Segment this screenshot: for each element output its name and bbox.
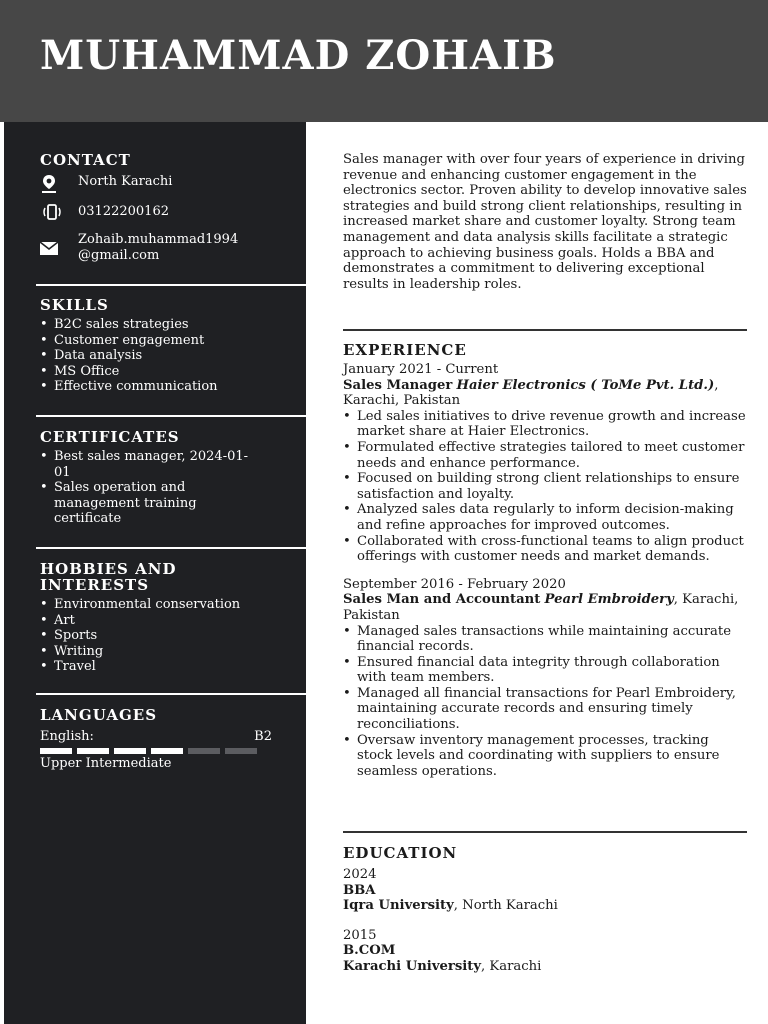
hobby-item: • Sports [40,628,272,644]
contact-heading: CONTACT [40,151,131,169]
job-location: Pakistan [343,607,400,623]
job-dates: January 2021 - Current [343,362,499,377]
job-bullet: • Managed sales transactions while maintaining accurate financial records. [343,624,747,655]
language-level-segment [40,748,72,754]
sidebar-divider [36,547,306,549]
language-level-code: B2 [254,729,272,744]
location-text: North Karachi [78,174,173,189]
job-entry [343,362,747,565]
certificate-item: • Sales operation and management training certificate [40,480,262,527]
education-year: 2015 [343,927,377,943]
professional-summary: Sales manager with over four years of experience in driving revenue and enhancing customer engagement in the electronics sector. Proven ability to develop innovative sales strategies and build strong client relationships, resulting in increased market share and customer loyalty. Strong team management and data analysis skills facilitate a strategic approach to achieving business goals. Holds a BBA and demonstrates a commitment to delivering exceptional results in leadership roles. [343,152,747,292]
skill-item: • Effective communication [40,379,272,395]
education-school-line [343,898,747,914]
hobbies-heading-line-2: INTERESTS [40,576,150,594]
contact-section [40,151,272,263]
candidate-name: MUHAMMAD ZOHAIB [40,32,557,79]
job-bullet: • Managed all financial transactions for Pearl Embroidery, maintaining accurate records and ensuring timely reconciliations. [343,686,747,733]
sidebar [4,122,306,1024]
hobbies-heading [40,561,272,593]
mail-icon [40,232,78,259]
language-level-segment [151,748,183,754]
section-divider [343,329,747,331]
job-bullet: • Oversaw inventory management processes, tracking stock levels and coordinating with suppliers to ensure seamless operations. [343,733,747,780]
job-bullets [343,624,747,780]
education-school: Karachi University [343,958,482,974]
resume-header [0,0,768,122]
experience-jobs [343,362,747,779]
language-level-bars [40,748,272,754]
language-level-segment [225,748,257,754]
contact-email [40,232,238,264]
contact-location [40,174,172,198]
certificates-list [40,449,262,527]
education-entry [343,928,747,975]
job-bullet: • Focused on building strong client relationships to ensure satisfaction and loyalty. [343,471,747,502]
skill-item: • Data analysis [40,348,272,364]
hobby-item: • Art [40,613,272,629]
language-level-segment [114,748,146,754]
job-location-tail: , [714,377,719,393]
skills-heading: SKILLS [40,296,109,314]
job-location: Karachi, Pakistan [343,393,461,409]
phone-icon [40,204,78,224]
email-line-2: @gmail.com [78,248,160,263]
job-company: Haier Electronics ( ToMe Pvt. Ltd.) [456,377,715,393]
hobbies-list [40,597,272,675]
job-bullet: • Ensured financial data integrity through collaboration with team members. [343,655,747,686]
hobbies-heading-line-1: HOBBIES AND [40,560,177,578]
job-bullet: • Led sales initiatives to drive revenue growth and increase market share at Haier Electronics. [343,409,747,440]
education-place: , Karachi [481,958,542,974]
job-bullet: • Formulated effective strategies tailored to meet customer needs and enhance performance. [343,440,747,471]
email-text [78,232,238,264]
job-bullet: • Analyzed sales data regularly to inform decision-making and refine approaches for improved outcomes. [343,502,747,533]
language-level-segment [188,748,220,754]
language-level-label: Upper Intermediate [40,756,172,771]
experience-heading: EXPERIENCE [343,341,467,359]
job-bullet: • Collaborated with cross-functional teams to align product offerings with customer needs and market demands. [343,534,747,565]
skill-item: • Customer engagement [40,333,272,349]
job-entry [343,577,747,780]
language-row [40,729,272,744]
job-location-tail: , Karachi, [673,592,739,608]
hobbies-section [40,561,272,675]
job-title: Sales Man and Accountant [343,592,541,608]
phone-text: 03122200162 [78,204,169,219]
job-title-line [343,592,747,608]
certificate-item: • Best sales manager, 2024-01-01 [40,449,262,480]
education-degree: B.COM [343,943,396,959]
skill-item: • B2C sales strategies [40,317,272,333]
education-entry [343,867,747,914]
hobby-item: • Travel [40,659,272,675]
certificates-section [40,429,272,527]
skills-list [40,317,272,395]
job-company: Pearl Embroidery [544,592,674,608]
location-pin-icon [40,174,78,198]
certificates-heading: CERTIFICATES [40,428,180,446]
hobby-item: • Writing [40,644,272,660]
education-heading: EDUCATION [343,844,458,862]
job-title: Sales Manager [343,377,453,393]
skills-section [40,297,272,395]
education-year: 2024 [343,867,377,882]
education-section [343,845,747,975]
education-place: , North Karachi [453,898,558,914]
job-dates: September 2016 - February 2020 [343,576,566,592]
language-name: English: [40,729,94,744]
languages-section [40,707,272,771]
languages-heading: LANGUAGES [40,706,158,724]
education-entries [343,867,747,975]
sidebar-divider [36,284,306,286]
experience-section [343,342,747,779]
hobby-item: • Environmental conservation [40,597,272,613]
email-line-1: Zohaib.muhammad1994 [78,232,239,247]
contact-phone [40,204,169,224]
skill-item: • MS Office [40,364,272,380]
sidebar-divider [36,693,306,695]
sidebar-divider [36,415,306,417]
education-school-line [343,959,747,975]
job-title-line [343,378,747,394]
education-school: Iqra University [343,898,454,914]
job-bullets [343,409,747,565]
section-divider [343,831,747,833]
education-degree: BBA [343,882,376,898]
language-level-segment [77,748,109,754]
